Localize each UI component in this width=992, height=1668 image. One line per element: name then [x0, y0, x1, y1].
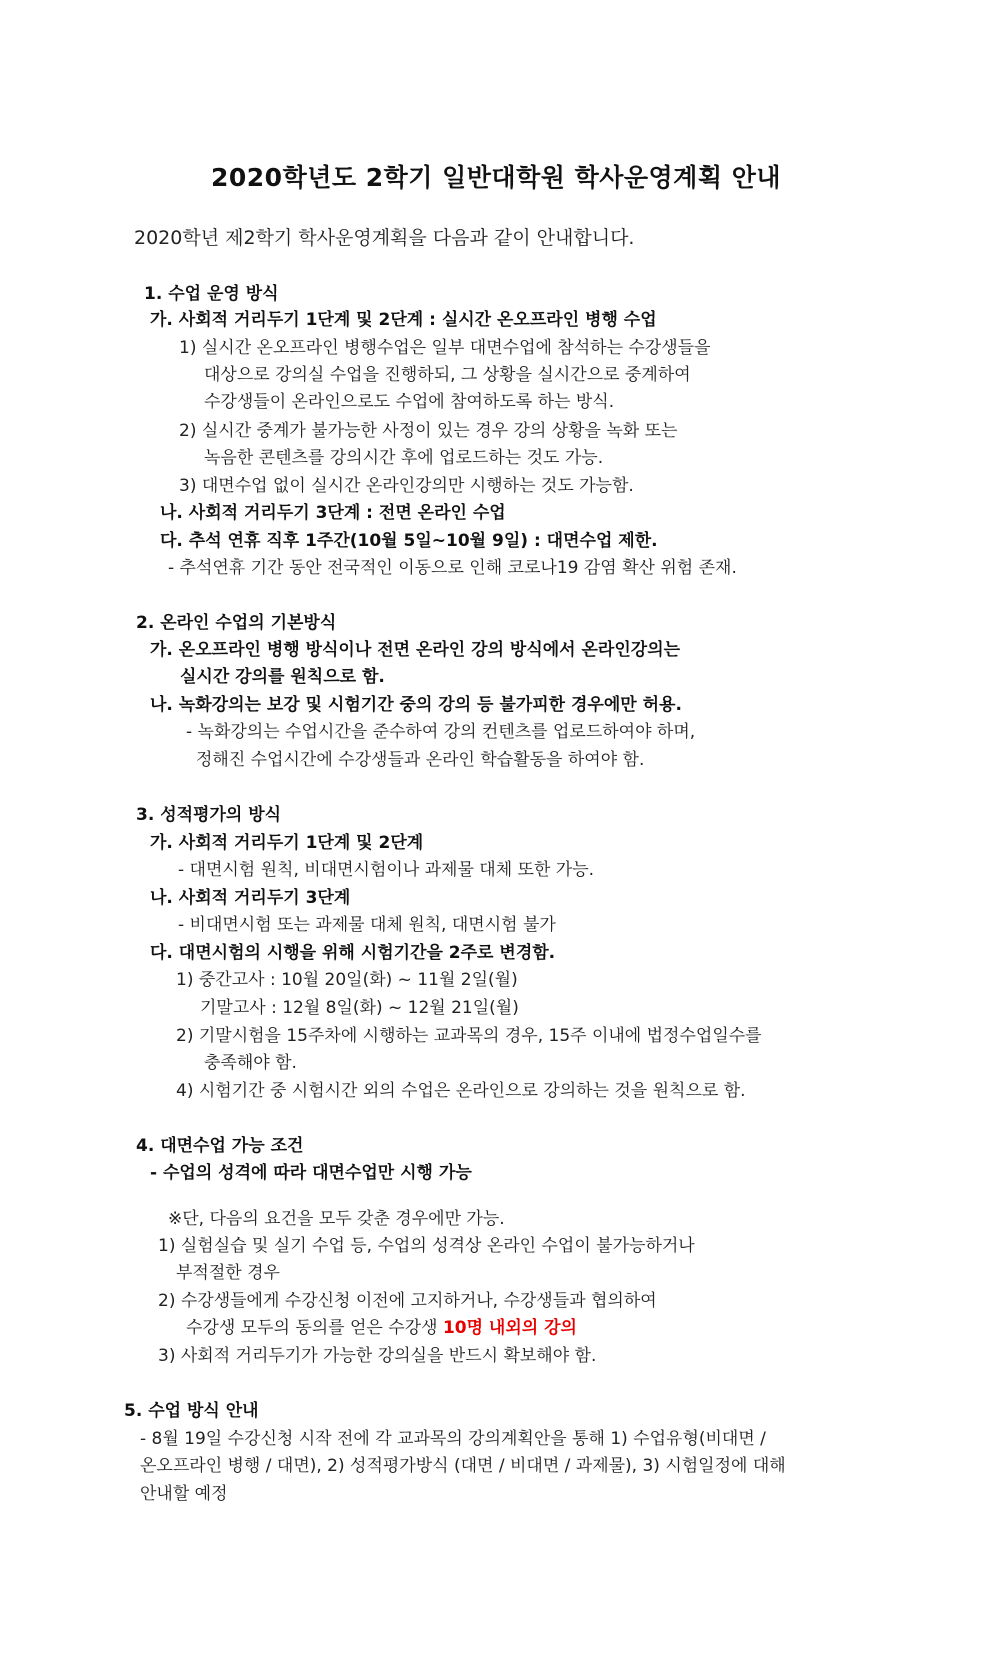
section-2-item-a-line1: 가. 온오프라인 병행 방식이나 전면 온라인 강의 방식에서 온라인강의는: [150, 640, 681, 660]
section-4-item-2-line2-text: 수강생 모두의 동의를 얻은 수강생: [186, 1318, 443, 1338]
section-5-line2: 온오프라인 병행 / 대면), 2) 성적평가방식 (대면 / 비대면 / 과제물), 3) 시험일정에 대해: [140, 1456, 786, 1476]
section-1-item-c-note: - 추석연휴 기간 동안 전국적인 이동으로 인해 코로나19 감염 확산 위험 존재.: [168, 558, 737, 578]
section-2-heading: 2. 온라인 수업의 기본방식: [136, 613, 337, 633]
section-3-item-c4: 4) 시험기간 중 시험시간 외의 수업은 온라인으로 강의하는 것을 원칙으로 함.: [176, 1081, 746, 1101]
highlighted-text: 10명 내외의 강의: [442, 1318, 577, 1338]
section-4-item-1-line2: 부적절한 경우: [176, 1263, 280, 1283]
section-1-item-a1-line2: 대상으로 강의실 수업을 진행하되, 그 상황을 실시간으로 중계하여: [204, 365, 691, 385]
section-3-item-c1-line2: 기말고사 : 12월 8일(화) ~ 12월 21일(월): [200, 998, 519, 1018]
section-5-heading: 5. 수업 방식 안내: [124, 1401, 259, 1421]
section-4-heading: 4. 대면수업 가능 조건: [136, 1136, 304, 1156]
section-1-item-a1-line1: 1) 실시간 온오프라인 병행수업은 일부 대면수업에 참석하는 수강생들을: [179, 338, 711, 358]
document-title: 2020학년도 2학기 일반대학원 학사운영계획 안내: [211, 163, 781, 192]
section-4-note: ※단, 다음의 요건을 모두 갖춘 경우에만 가능.: [168, 1209, 505, 1229]
section-2-item-b-note-line1: - 녹화강의는 수업시간을 준수하여 강의 컨텐츠를 업로드하여야 하며,: [186, 722, 696, 742]
section-5-line1: - 8월 19일 수강신청 시작 전에 각 교과목의 강의계획안을 통해 1) 수업유형(비대면 /: [140, 1429, 766, 1449]
section-3-item-c2-line1: 2) 기말시험을 15주차에 시행하는 교과목의 경우, 15주 이내에 법정수업일수를: [176, 1026, 762, 1046]
section-4-item-2-line1: 2) 수강생들에게 수강신청 이전에 고지하거나, 수강생들과 협의하여: [158, 1291, 657, 1311]
section-3-item-b: 나. 사회적 거리두기 3단계: [150, 888, 351, 908]
section-1-item-c: 다. 추석 연휴 직후 1주간(10월 5일~10월 9일) : 대면수업 제한.: [160, 531, 658, 551]
intro-text: 2020학년 제2학기 학사운영계획을 다음과 같이 안내합니다.: [134, 227, 635, 249]
section-2-item-a-line2: 실시간 강의를 원칙으로 함.: [180, 667, 385, 687]
section-1-item-a2-line1: 2) 실시간 중계가 불가능한 사정이 있는 경우 강의 상황을 녹화 또는: [179, 421, 678, 441]
section-1-item-a: 가. 사회적 거리두기 1단계 및 2단계 : 실시간 온오프라인 병행 수업: [150, 310, 657, 330]
section-3-item-b-note: - 비대면시험 또는 과제물 대체 원칙, 대면시험 불가: [178, 915, 556, 935]
section-1-heading: 1. 수업 운영 방식: [144, 284, 279, 304]
section-3-item-a: 가. 사회적 거리두기 1단계 및 2단계: [150, 833, 424, 853]
section-1-item-a2-line2: 녹음한 콘텐츠를 강의시간 후에 업로드하는 것도 가능.: [204, 448, 604, 468]
section-3-item-a-note: - 대면시험 원칙, 비대면시험이나 과제물 대체 또한 가능.: [178, 860, 595, 880]
section-5-line3: 안내할 예정: [140, 1484, 228, 1504]
section-1-item-a3: 3) 대면수업 없이 실시간 온라인강의만 시행하는 것도 가능함.: [179, 476, 634, 496]
section-4-subheading: - 수업의 성격에 따라 대면수업만 시행 가능: [150, 1163, 472, 1183]
section-3-item-c1-line1: 1) 중간고사 : 10월 20일(화) ~ 11월 2일(월): [176, 970, 518, 990]
section-3-item-c: 다. 대면시험의 시행을 위해 시험기간을 2주로 변경함.: [150, 943, 556, 963]
section-2-item-b-note-line2: 정해진 수업시간에 수강생들과 온라인 학습활동을 하여야 함.: [196, 750, 645, 770]
section-3-item-c2-line2: 충족해야 함.: [204, 1053, 297, 1073]
section-2-item-b: 나. 녹화강의는 보강 및 시험기간 중의 강의 등 불가피한 경우에만 허용.: [150, 695, 682, 715]
section-1-item-b: 나. 사회적 거리두기 3단계 : 전면 온라인 수업: [160, 503, 506, 523]
section-4-item-2-line2: [186, 1317, 577, 1339]
section-3-heading: 3. 성적평가의 방식: [136, 805, 282, 825]
section-1-item-a1-line3: 수강생들이 온라인으로도 수업에 참여하도록 하는 방식.: [204, 392, 615, 412]
section-4-item-1-line1: 1) 실험실습 및 실기 수업 등, 수업의 성격상 온라인 수업이 불가능하거나: [158, 1236, 695, 1256]
section-4-item-3: 3) 사회적 거리두기가 가능한 강의실을 반드시 확보해야 함.: [158, 1346, 597, 1366]
